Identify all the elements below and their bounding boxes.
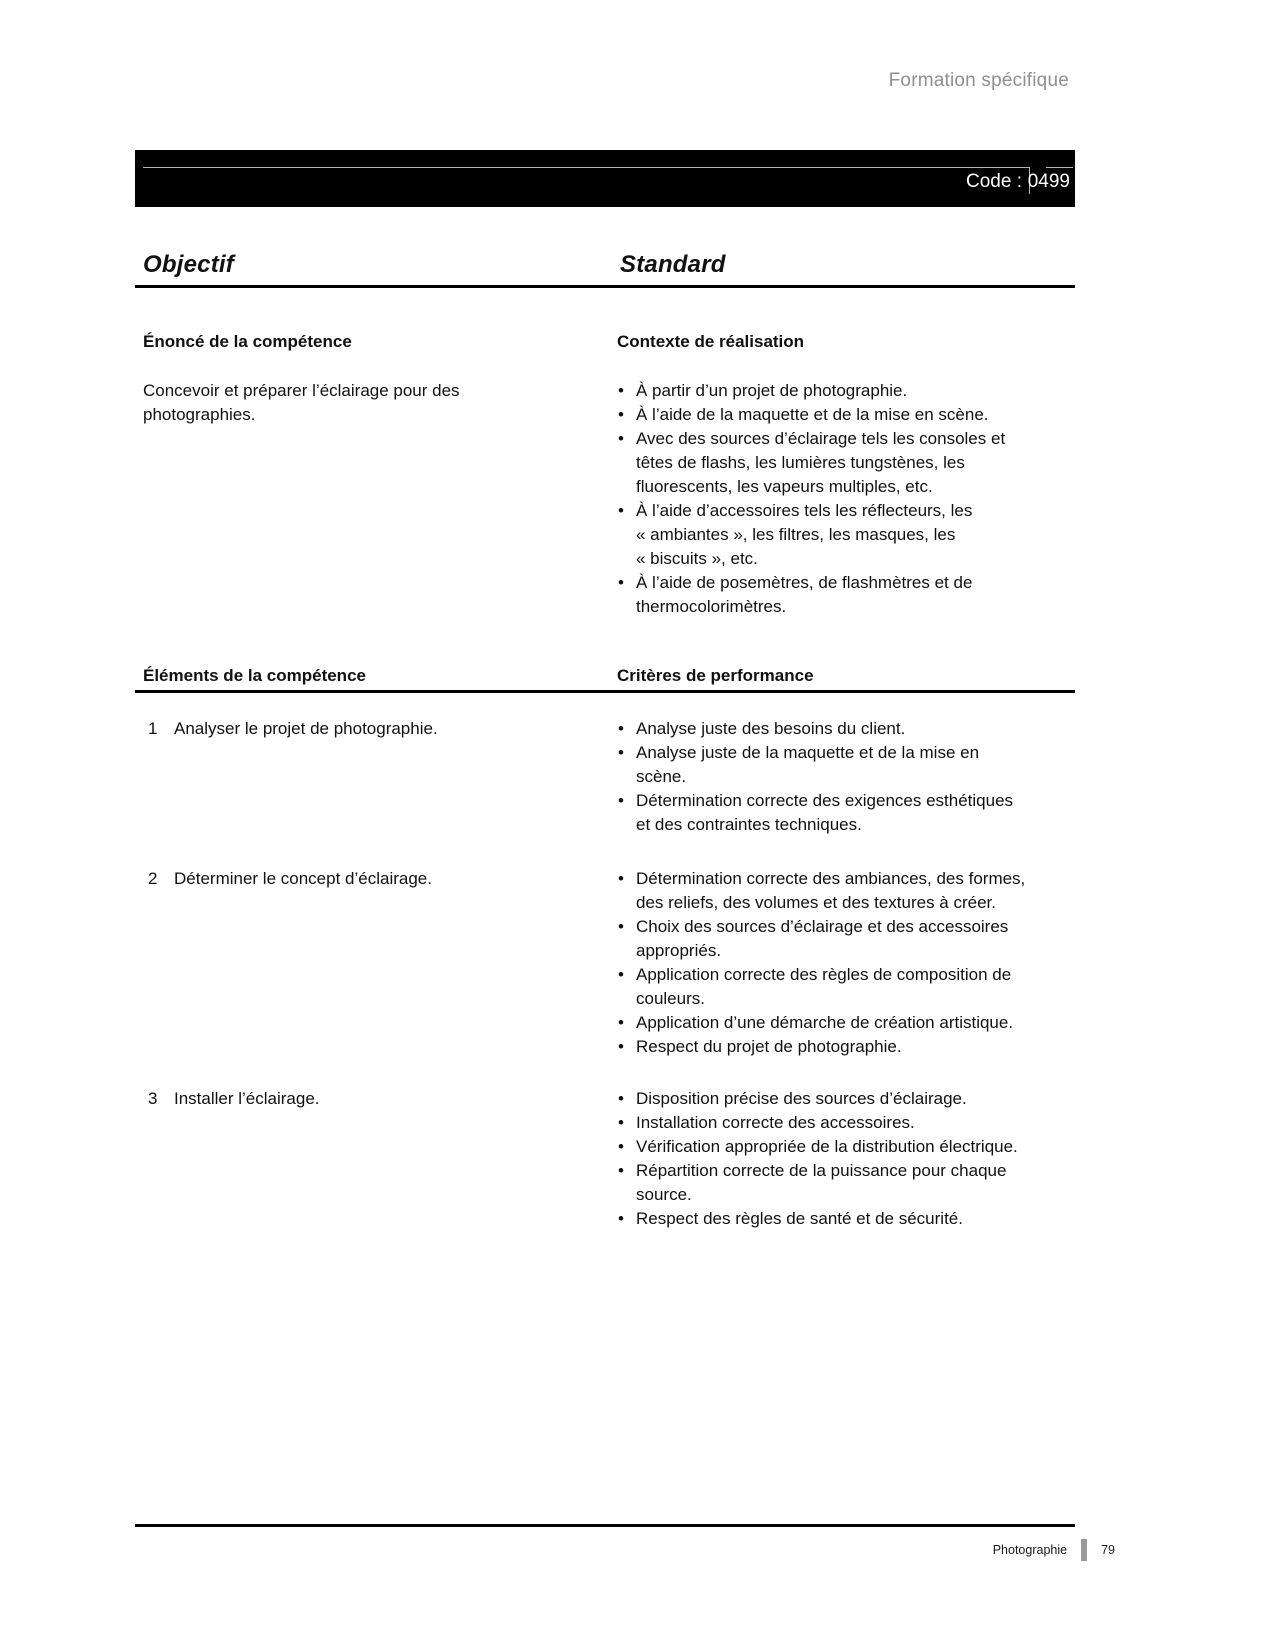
competence-section (135, 331, 1075, 619)
objectif-heading: Objectif (143, 251, 234, 278)
footer-doc-title: Photographie (992, 1543, 1068, 1557)
code-cell-rule (1046, 167, 1073, 168)
code-label: Code : (966, 171, 1022, 192)
context-heading: Contexte de réalisation (617, 332, 805, 351)
element-row (135, 1087, 1075, 1231)
context-bullet: • À l’aide de posemètres, de flashmètres et de thermocolorimètres. (617, 571, 1027, 619)
criteria-list (617, 717, 1027, 837)
criteria-list (617, 867, 1027, 1059)
competence-statement: Concevoir et préparer l’éclairage pour des photographies. (143, 381, 460, 424)
element-cell (135, 717, 617, 837)
criteria-bullet: • Installation correcte des accessoires. (617, 1111, 1027, 1135)
competence-heading: Énoncé de la compétence (143, 332, 352, 351)
element-cell (135, 867, 617, 1059)
elements-section-header (135, 665, 1075, 693)
competence-left-col (135, 331, 617, 619)
footer (993, 1538, 1115, 1562)
element-row (135, 717, 1075, 837)
element-number: 3 (148, 1089, 158, 1108)
code-bar (135, 150, 1075, 207)
elements-heading: Éléments de la compétence (143, 666, 366, 685)
footer-page-number: 79 (1101, 1543, 1115, 1557)
footer-divider (1081, 1539, 1087, 1561)
element-text: Installer l’éclairage. (174, 1089, 320, 1108)
criteria-bullet: • Disposition précise des sources d’éclairage. (617, 1087, 1027, 1111)
criteria-bullet: • Choix des sources d’éclairage et des accessoires appropriés. (617, 915, 1027, 963)
context-bullet: • À partir d’un projet de photographie. (617, 379, 1027, 403)
footer-rule (135, 1524, 1075, 1527)
code-bar-rule (143, 167, 1030, 168)
element-number: 2 (148, 869, 158, 888)
element-row (135, 867, 1075, 1059)
competence-right-col (617, 331, 1075, 619)
context-bullet: • À l’aide de la maquette et de la mise en scène. (617, 403, 1027, 427)
criteria-bullet: • Détermination correcte des exigences esthétiques et des contraintes techniques. (617, 789, 1027, 837)
criteria-bullet: • Respect des règles de santé et de sécurité. (617, 1207, 1027, 1231)
element-text: Déterminer le concept d’éclairage. (174, 869, 432, 888)
criteria-bullet: • Analyse juste de la maquette et de la mise en scène. (617, 741, 1027, 789)
criteria-bullet: • Analyse juste des besoins du client. (617, 717, 1027, 741)
criteria-list (617, 1087, 1027, 1231)
standard-heading: Standard (620, 251, 726, 278)
criteria-bullet: • Vérification appropriée de la distribution électrique. (617, 1135, 1027, 1159)
elements-rows (135, 717, 1075, 1231)
element-number: 1 (148, 719, 158, 738)
criteria-bullet: • Répartition correcte de la puissance pour chaque source. (617, 1159, 1027, 1207)
objectif-standard-header (135, 248, 1075, 288)
element-text: Analyser le projet de photographie. (174, 719, 438, 738)
context-bullet-list (617, 379, 1027, 619)
criteria-bullet: • Détermination correcte des ambiances, des formes, des reliefs, des volumes et des textures à créer. (617, 867, 1027, 915)
context-bullet: • Avec des sources d’éclairage tels les consoles et têtes de flashs, les lumières tungstènes, les fluorescents, les vapeurs multiples, etc. (617, 427, 1027, 499)
criteria-bullet: • Respect du projet de photographie. (617, 1035, 1027, 1059)
code-value: 0499 (1027, 171, 1070, 192)
criteria-bullet: • Application correcte des règles de composition de couleurs. (617, 963, 1027, 1011)
running-header: Formation spécifique (888, 70, 1069, 91)
context-bullet: • À l’aide d’accessoires tels les réflecteurs, les « ambiantes », les filtres, les masques, les « biscuits », etc. (617, 499, 1027, 571)
element-cell (135, 1087, 617, 1231)
criteria-bullet: • Application d’une démarche de création artistique. (617, 1011, 1027, 1035)
criteria-heading: Critères de performance (617, 666, 814, 685)
